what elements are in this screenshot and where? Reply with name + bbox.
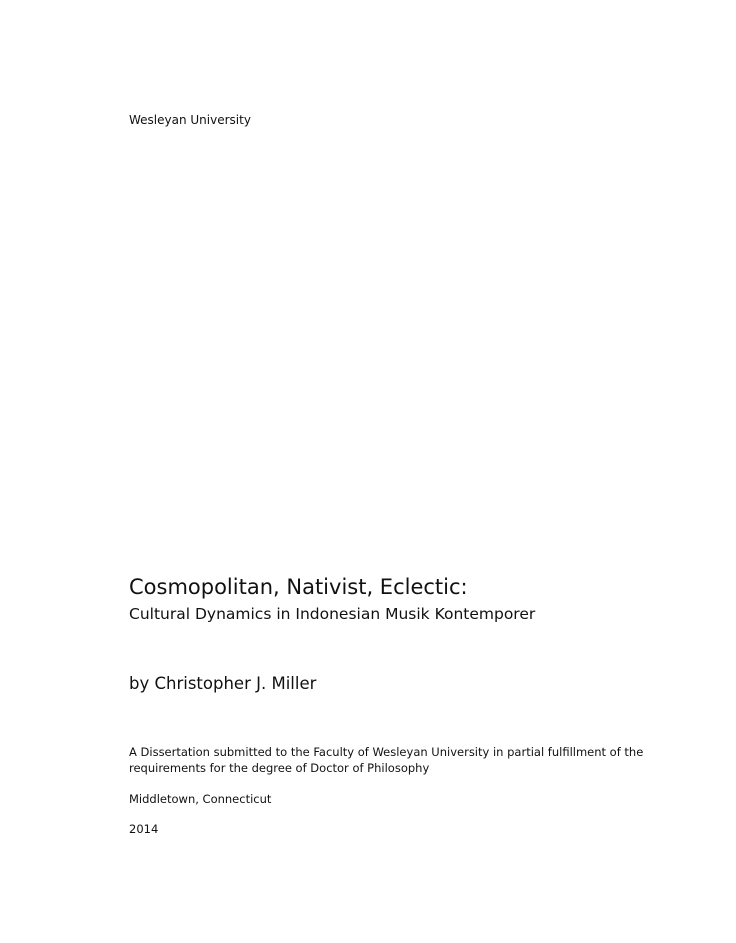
dissertation-subtitle: Cultural Dynamics in Indonesian Musik Kontemporer (129, 605, 536, 623)
place-of-submission: Middletown, Connecticut (129, 792, 272, 806)
submission-year: 2014 (129, 822, 159, 836)
submission-statement (129, 744, 643, 776)
dissertation-title: Cosmopolitan, Nativist, Eclectic: (129, 575, 468, 599)
institution-name: Wesleyan University (129, 113, 251, 127)
submission-statement-line-1: A Dissertation submitted to the Faculty of Wesleyan University in partial fulfillment of the (129, 745, 644, 759)
submission-statement-line-2: requirements for the degree of Doctor of Philosophy (129, 761, 430, 775)
author-line: by Christopher J. Miller (129, 674, 317, 693)
